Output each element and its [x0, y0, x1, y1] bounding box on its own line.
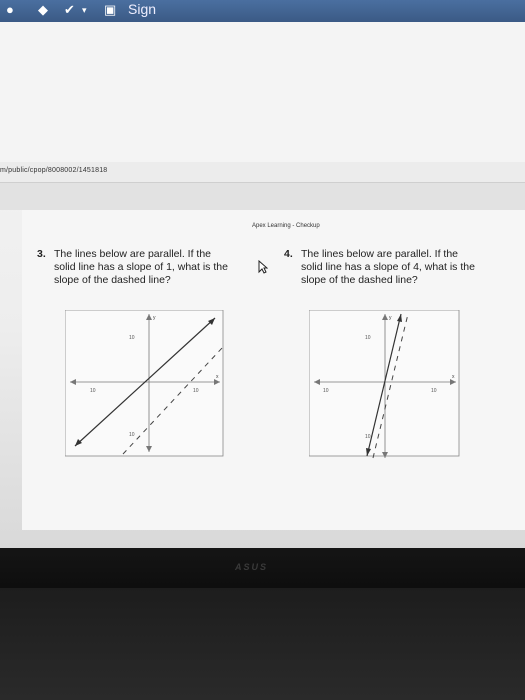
url-text: m/public/cpop/8008002/1451818 [0, 167, 108, 174]
question-text: The lines below are parallel. If the solid line has a slope of 1, what is the slope of the dashed line? [54, 248, 228, 286]
tick-label-left: 10 [90, 388, 96, 394]
diamond-icon[interactable]: ◆ [38, 2, 48, 17]
tick-label-right: 10 [431, 388, 437, 394]
window-icon[interactable]: ▣ [104, 2, 117, 17]
sign-button[interactable]: Sign [128, 1, 157, 17]
browser-toolbar [0, 0, 525, 23]
caret-icon[interactable]: ▾ [82, 5, 87, 15]
cursor-icon [258, 260, 268, 274]
y-axis-label: y [389, 315, 392, 321]
x-axis-label: x [216, 374, 219, 380]
worksheet-page [22, 210, 525, 530]
tick-label-left: 10 [323, 388, 329, 394]
check-icon[interactable]: ✔ [64, 2, 75, 17]
graph-question-3 [65, 310, 225, 458]
blank-page-area [0, 22, 525, 162]
graph-question-4 [309, 310, 461, 460]
tick-label-bottom: 10 [129, 432, 135, 438]
question-number: 4. [284, 248, 293, 260]
y-axis-label: y [153, 315, 156, 321]
tick-label-top: 10 [365, 335, 371, 341]
page-title: Apex Learning - Checkup [252, 223, 320, 229]
page-divider [0, 183, 525, 210]
question-number: 3. [37, 248, 46, 260]
question-text: The lines below are parallel. If the solid line has a slope of 4, what is the slope of the dashed line? [301, 248, 475, 286]
x-axis-label: x [452, 374, 455, 380]
tick-label-top: 10 [129, 335, 135, 341]
circle-icon[interactable]: ● [6, 2, 14, 17]
url-bar[interactable] [0, 162, 525, 183]
desk-surface [0, 588, 525, 700]
tick-label-bottom: 10 [365, 434, 371, 440]
tick-label-right: 10 [193, 388, 199, 394]
brand-logo: ASUS [235, 562, 269, 572]
